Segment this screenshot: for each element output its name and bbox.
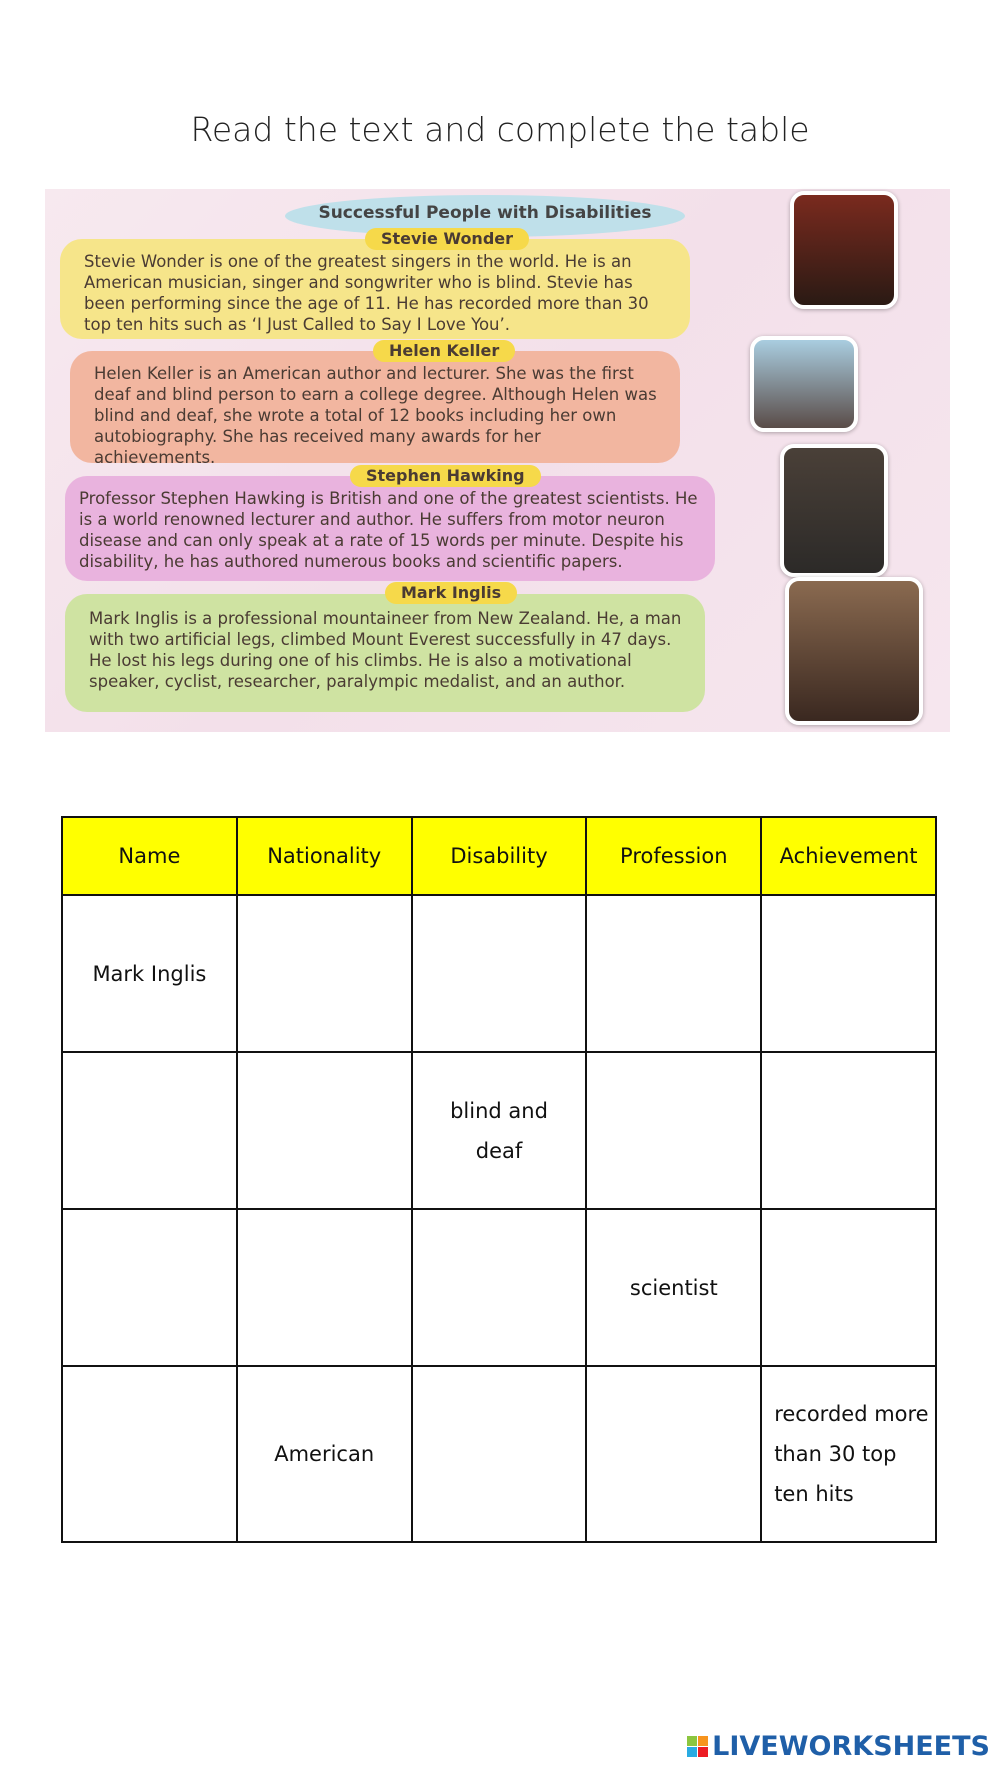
table-row — [62, 1052, 936, 1209]
table-row — [62, 895, 936, 1052]
answer-field[interactable] — [412, 895, 587, 1052]
answer-field[interactable] — [62, 1052, 237, 1209]
answer-field[interactable] — [237, 895, 412, 1052]
answer-field[interactable] — [412, 1366, 587, 1542]
section-text: Mark Inglis is a professional mountaineer from New Zealand. He, a man with two artificial legs, climbed Mount Everest successfully in 47 days. He lost his legs during one of his climbs. He is also a motivational speaker, cyclist, researcher, paralympic medalist, and an author. — [89, 609, 682, 691]
answer-field[interactable] — [761, 1209, 936, 1366]
answer-field[interactable] — [586, 1366, 761, 1542]
reading-passage — [45, 189, 950, 732]
table-header-row — [62, 817, 936, 895]
header-nationality: Nationality — [237, 817, 412, 895]
answer-table — [61, 816, 937, 1543]
cell-profession: scientist — [586, 1209, 761, 1366]
answer-field[interactable] — [237, 1209, 412, 1366]
section-stevie-wonder — [60, 239, 690, 339]
photo-mark-inglis — [785, 577, 923, 725]
answer-field[interactable] — [761, 1052, 936, 1209]
name-tag: Stevie Wonder — [365, 228, 529, 250]
answer-field[interactable] — [586, 895, 761, 1052]
answer-field[interactable] — [62, 1209, 237, 1366]
answer-field[interactable] — [62, 1366, 237, 1542]
photo-helen-keller — [750, 336, 858, 432]
answer-field[interactable] — [237, 1052, 412, 1209]
photo-stephen-hawking — [780, 444, 888, 577]
passage-heading: Successful People with Disabilities — [318, 203, 652, 223]
photo-stevie-wonder — [790, 191, 898, 309]
section-stephen-hawking — [65, 476, 715, 581]
cell-disability — [412, 1052, 587, 1209]
header-disability: Disability — [412, 817, 587, 895]
table-row — [62, 1366, 936, 1542]
logo-icon — [687, 1736, 708, 1757]
section-text: Stevie Wonder is one of the greatest singers in the world. He is an American musician, singer and songwriter who is blind. Stevie has been performing since the age of 11. He has recorded more than 30 top ten hits such as ‘I Just Called to Say I Love You’. — [84, 252, 649, 334]
name-tag: Mark Inglis — [385, 582, 517, 604]
logo-text: LIVEWORKSHEETS — [712, 1731, 990, 1762]
table-row — [62, 1209, 936, 1366]
name-tag: Helen Keller — [373, 340, 515, 362]
header-name: Name — [62, 817, 237, 895]
instruction-title: Read the text and complete the table — [190, 110, 810, 149]
cell-text: blind and deaf — [450, 1098, 548, 1163]
cell-achievement — [761, 1366, 936, 1542]
section-text: Helen Keller is an American author and lecturer. She was the first deaf and blind person to earn a college degree. Although Helen was blind and deaf, she wrote a total of 12 books including her own autobiography. She has received many awards for her achievements. — [94, 364, 657, 467]
header-profession: Profession — [586, 817, 761, 895]
cell-name: Mark Inglis — [62, 895, 237, 1052]
cell-text: recorded more than 30 top ten hits — [774, 1402, 929, 1506]
section-text: Professor Stephen Hawking is British and one of the greatest scientists. He is a world renowned lecturer and author. He suffers from motor neuron disease and can only speak at a rate of 15 words per minute. Despite his disability, he has authored numerous books and scientific papers. — [79, 489, 698, 571]
section-helen-keller — [70, 351, 680, 467]
section-mark-inglis — [65, 594, 705, 712]
cell-nationality: American — [237, 1366, 412, 1542]
header-achievement: Achievement — [761, 817, 936, 895]
answer-field[interactable] — [761, 895, 936, 1052]
answer-field[interactable] — [586, 1052, 761, 1209]
name-tag: Stephen Hawking — [350, 465, 541, 487]
liveworksheets-logo — [687, 1731, 990, 1762]
answer-field[interactable] — [412, 1209, 587, 1366]
